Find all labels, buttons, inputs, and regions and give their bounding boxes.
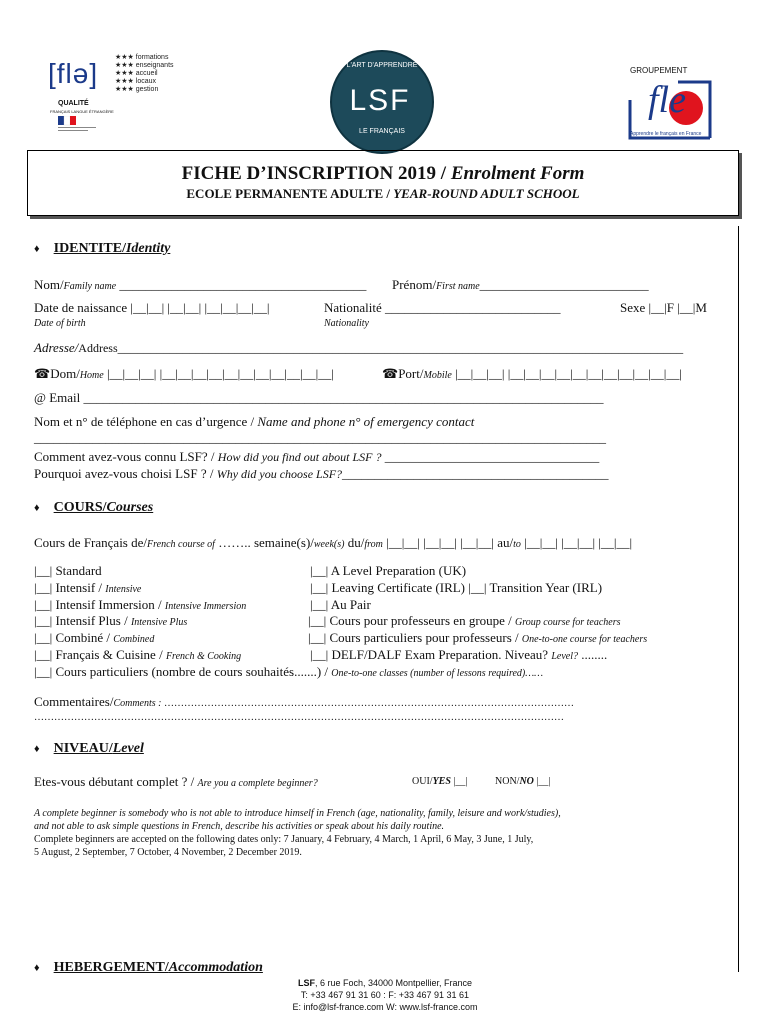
course-option-delf-dalf[interactable]: |__| DELF/DALF Exam Preparation. Niveau? Level? ........ — [310, 647, 608, 662]
lsf-seal-bottom-text: LE FRANÇAIS — [359, 128, 405, 135]
marianne-logo — [58, 116, 96, 134]
how-found-field[interactable]: Comment avez-vous connu LSF? / How did you find out about LSF ? _________________________________ — [34, 449, 600, 464]
groupement-caption: Apprendre le français en France — [630, 131, 702, 137]
comments-field[interactable]: Commentaires/Comments : …………………………………………………………………………………………………………… — [34, 694, 574, 709]
beginner-yes-checkbox[interactable]: OUI/YES |__| — [412, 776, 468, 787]
section-heading-identity: ♦ IDENTITE/Identity — [34, 241, 171, 256]
course-option-french-cooking[interactable]: |__| Français & Cuisine / French & Cooking — [34, 647, 242, 662]
comments-field-line2[interactable]: …………………………………………………………………………………………………………………………………………… — [34, 712, 564, 723]
course-option-standard[interactable]: |__| Standard — [34, 563, 102, 578]
footer-phone: T: +33 467 91 31 60 : F: +33 467 91 31 61 — [300, 990, 470, 1000]
emergency-contact-label: Nom et n° de téléphone en cas d’urgence / Name and phone n° of emergency contact — [34, 414, 475, 429]
diamond-bullet-icon: ♦ — [34, 962, 40, 974]
why-chosen-field[interactable]: Pourquoi avez-vous choisi LSF ? / Why did you choose LSF?_________________________________________ — [34, 466, 609, 481]
course-option-intensive-plus[interactable]: |__| Intensif Plus / Intensive Plus — [34, 613, 188, 628]
diamond-bullet-icon: ♦ — [34, 243, 40, 255]
page-title: FICHE D’INSCRIPTION 2019 / Enrolment Form — [181, 163, 585, 184]
section-heading-level: ♦ NIVEAU/Level — [34, 741, 144, 756]
section-heading-accommodation: ♦ HEBERGEMENT/Accommodation — [34, 960, 263, 975]
first-name-field[interactable]: Prénom/First name__________________________ — [392, 277, 649, 292]
beginner-question: Etes-vous débutant complet ? / Are you a complete beginner? — [34, 774, 318, 789]
diamond-bullet-icon: ♦ — [34, 743, 40, 755]
course-option-teachers-one-to-one[interactable]: |__| Cours particuliers pour professeurs / One-to-one course for teachers — [308, 630, 648, 645]
lsf-seal-top-text: L'ART D'APPRENDRE — [346, 62, 418, 69]
course-option-au-pair[interactable]: |__| Au Pair — [310, 597, 371, 612]
course-option-intensive-immersion[interactable]: |__| Intensif Immersion / Intensive Immersion — [34, 597, 247, 612]
nationality-field[interactable]: Nationalité ___________________________ — [324, 300, 561, 315]
sex-checkboxes[interactable]: Sexe |__|F |__|M — [620, 300, 707, 315]
beginner-dates-line1: Complete beginners are accepted on the following dates only: 7 January, 4 February, 4 March, 1 April, 6 May, 3 June, 1 July, — [34, 834, 534, 845]
fle-criteria-item: ★★★ formations — [115, 54, 169, 61]
groupement-fle-text: fle — [648, 79, 686, 121]
course-dates-field[interactable]: Cours de Français de/French course of …….. semaine(s)/week(s) du/from |__|__| |__|__| |__|__| au/to |__|__| |__|__| |__|__| — [34, 535, 633, 550]
fle-criteria-item: ★★★ locaux — [115, 78, 157, 85]
nationality-label-en: Nationality — [324, 318, 369, 329]
emergency-contact-field[interactable]: ________________________________________________________________________________________ — [34, 430, 606, 445]
diamond-bullet-icon: ♦ — [34, 502, 40, 514]
fle-quality-logo — [48, 58, 108, 98]
fle-criteria-item: ★★★ gestion — [115, 86, 159, 93]
fle-logo-text: [flə] — [48, 58, 99, 89]
date-of-birth-label-en: Date of birth — [34, 318, 86, 329]
frame-border-right — [738, 226, 739, 972]
section-heading-courses: ♦ COURS/Courses — [34, 500, 154, 515]
date-of-birth-field[interactable]: Date de naissance |__|__| |__|__| |__|__|__|__| — [34, 300, 270, 315]
fle-criteria-item: ★★★ enseignants — [115, 62, 174, 69]
footer-address: LSF, 6 rue Foch, 34000 Montpellier, France — [297, 978, 473, 988]
qualite-label: QUALITÉ — [58, 100, 89, 107]
beginner-dates-line2: 5 August, 2 September, 7 October, 4 November, 2 December 2019. — [34, 847, 302, 858]
course-option-leaving-certificate[interactable]: |__| Leaving Certificate (IRL) |__| Transition Year (IRL) — [310, 580, 603, 595]
lsf-seal-text: LSF — [349, 84, 411, 117]
home-phone-field[interactable]: ☎Dom/Home |__|__|__| |__|__|__|__|__|__|__|__|__|__|__| — [34, 366, 334, 381]
fle-criteria-item: ★★★ accueil — [115, 70, 158, 77]
qualite-sublabel: FRANÇAIS LANGUE ÉTRANGÈRE — [50, 109, 114, 114]
beginner-note-line1: A complete beginner is somebody who is not able to introduce himself in French (age, nationality, family, leisure and work/studies), — [34, 808, 561, 819]
course-option-teachers-group[interactable]: |__| Cours pour professeurs en groupe / Group course for teachers — [308, 613, 621, 628]
course-option-combined[interactable]: |__| Combiné / Combined — [34, 630, 155, 645]
address-field[interactable]: Adresse/Address_______________________________________________________________________________________ — [34, 340, 684, 355]
beginner-note-line2: and not able to ask simple questions in French, describe his activities or speak about his daily routine. — [34, 821, 445, 832]
beginner-no-checkbox[interactable]: NON/NO |__| — [495, 776, 551, 787]
page-subtitle: ECOLE PERMANENTE ADULTE / YEAR-ROUND ADULT SCHOOL — [186, 186, 580, 201]
course-option-a-level[interactable]: |__| A Level Preparation (UK) — [310, 563, 467, 578]
mobile-phone-field[interactable]: ☎Port/Mobile |__|__|__| |__|__|__|__|__|__|__|__|__|__|__| — [382, 366, 682, 381]
fle-criteria-list — [115, 54, 174, 94]
family-name-field[interactable]: Nom/Family name ______________________________________ — [34, 277, 367, 292]
groupement-label: GROUPEMENT — [630, 66, 688, 75]
course-option-intensive[interactable]: |__| Intensif / Intensive — [34, 580, 142, 595]
course-option-one-to-one[interactable]: |__| Cours particuliers (nombre de cours souhaités.......) / One-to-one classes (number of lessons required)…… — [34, 664, 544, 679]
email-field[interactable]: @ Email ________________________________________________________________________________ — [34, 390, 604, 405]
footer-contact: E: info@lsf-france.com W: www.lsf-france.com — [292, 1002, 478, 1012]
